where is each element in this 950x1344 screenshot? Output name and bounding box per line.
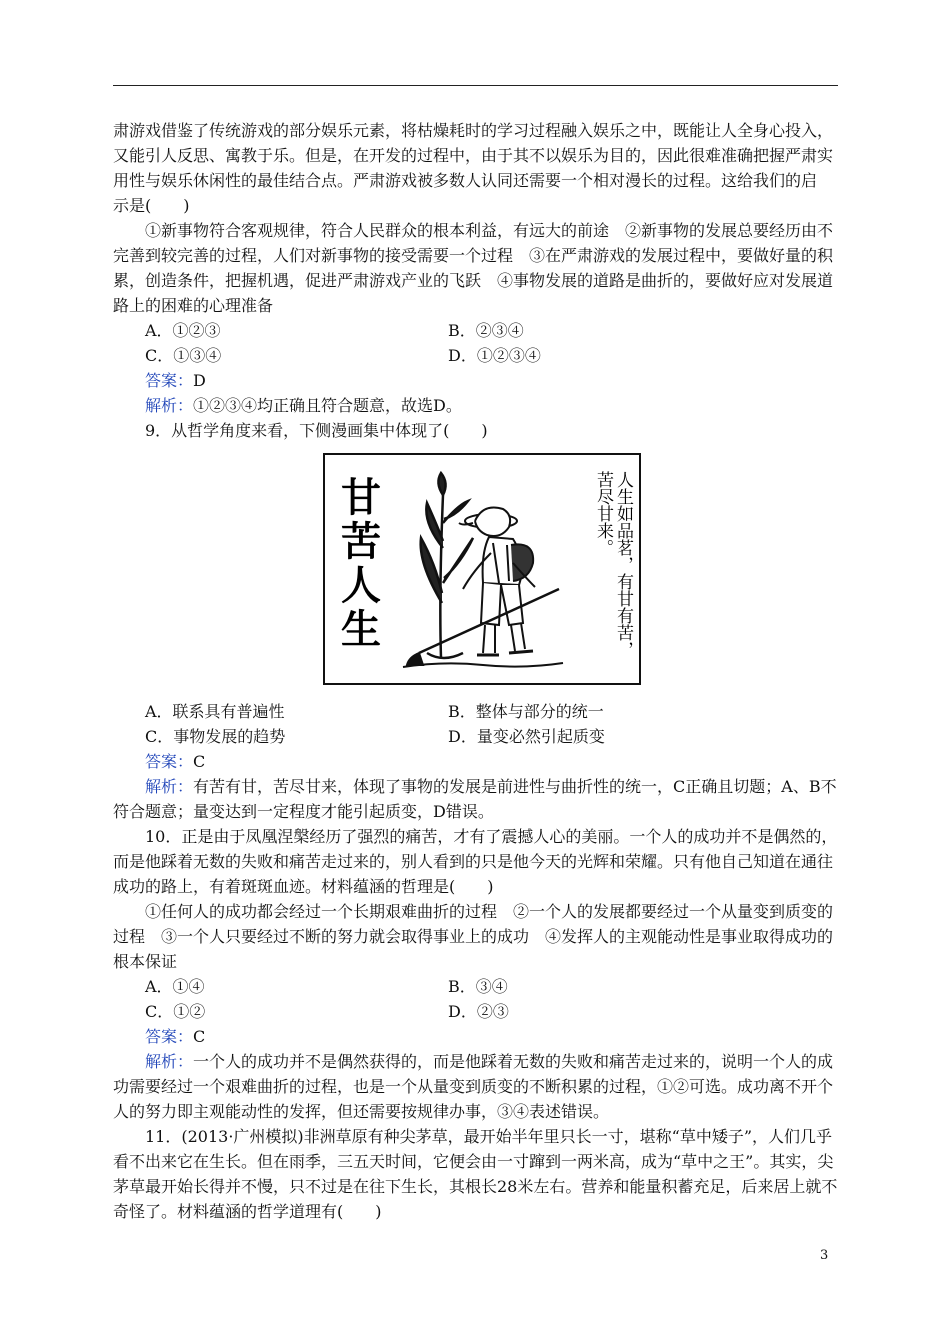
cartoon-caption-1: 人生如品茗，有甘有苦， bbox=[613, 471, 633, 658]
q10-analysis bbox=[113, 1049, 840, 1124]
q9-answer bbox=[113, 749, 840, 774]
q8-answer bbox=[113, 368, 840, 393]
cartoon-title-char: 生 bbox=[341, 607, 381, 653]
q8-option-a: A．①②③ bbox=[145, 321, 221, 340]
analysis-label: 解析： bbox=[145, 1052, 194, 1071]
q10-statements: ①任何人的成功都会经过一个长期艰难曲折的过程 ②一个人的发展都要经过一个从量变到质变的过程 ③一个人只要经过不断的努力就会取得事业上的成功 ④发挥人的主观能动性是事业取得成功的根本保证 bbox=[113, 902, 834, 971]
analysis-label: 解析： bbox=[145, 396, 194, 415]
answer-label: 答案： bbox=[145, 371, 194, 390]
analysis-text: ①②③④均正确且符合题意，故选D。 bbox=[193, 396, 462, 415]
q8-option-d: D．①②③④ bbox=[448, 346, 541, 365]
q10-option-a: A．①④ bbox=[145, 977, 205, 996]
q10-option-d: D．②③ bbox=[448, 1002, 509, 1021]
q10-options-row bbox=[113, 999, 840, 1024]
q9-option-b: B．整体与部分的统一 bbox=[448, 702, 604, 721]
answer-value: C bbox=[193, 1027, 206, 1046]
q9-options-row bbox=[113, 699, 840, 724]
q11-stem: 11．(2013·广州模拟)非洲草原有种尖茅草，最开始半年里只长一寸，堪称“草中矮子”，人们几乎看不出来它在生长。但在雨季，三五天时间，它便会由一寸蹿到一两米高，成为“草中之王”。其实，尖茅草最开始长得并不慢，只不过是在往下生长，其根长28米左右。营养和能量积蓄充足，后来居上就不奇怪了。材料蕴涵的哲学道理有( ) bbox=[113, 1127, 838, 1221]
q8-option-b: B．②③④ bbox=[448, 321, 524, 340]
q9-stem: 9．从哲学角度来看，下侧漫画集中体现了( ) bbox=[145, 421, 488, 440]
analysis-label: 解析： bbox=[145, 777, 194, 796]
q9-option-d: D．量变必然引起质变 bbox=[448, 727, 605, 746]
analysis-text: 有苦有甘，苦尽甘来，体现了事物的发展是前进性与曲折性的统一，C正确且切题；A、B不符合题意；量变达到一定程度才能引起质变，D错误。 bbox=[113, 777, 837, 821]
q10-options-row bbox=[113, 974, 840, 999]
cartoon-title-char: 甘 bbox=[341, 475, 381, 521]
analysis-text: 一个人的成功并不是偶然获得的，而是他踩着无数的失败和痛苦走过来的，说明一个人的成功需要经过一个艰难曲折的过程，也是一个从量变到质变的不断积累的过程，①②可选。成功离不开个人的努力即主观能动性的发挥，但还需要按规律办事，③④表述错误。 bbox=[113, 1052, 834, 1121]
answer-value: C bbox=[193, 752, 206, 771]
q9-option-a: A．联系具有普遍性 bbox=[145, 702, 285, 721]
q8-stem-line: 用性与娱乐休闲性的最佳结合点。严肃游戏被多数人认同还需要一个相对漫长的过程。这给我们的启 bbox=[113, 171, 818, 190]
q10-option-b: B．③④ bbox=[448, 977, 508, 996]
q8-stem-line: 又能引人反思、寓教于乐。但是，在开发的过程中，由于其不以娱乐为目的，因此很难准确把握严肃实 bbox=[113, 146, 834, 165]
q9-analysis bbox=[113, 774, 840, 824]
answer-label: 答案： bbox=[145, 1027, 194, 1046]
cartoon-title-char: 人 bbox=[341, 563, 381, 609]
q8-options-row bbox=[113, 318, 840, 343]
q10-option-c: C．①② bbox=[145, 1002, 206, 1021]
q8-statements: ①新事物符合客观规律，符合人民群众的根本利益，有远大的前途 ②新事物的发展总要经历由不完善到较完善的过程，人们对新事物的接受需要一个过程 ③在严肃游戏的发展过程中，要做好量的积累，创造条件，把握机遇，促进严肃游戏产业的飞跃 ④事物发展的道路是曲折的，要做好应对发展道路上的困难的心理准备 bbox=[113, 221, 834, 315]
header-rule bbox=[113, 85, 838, 86]
answer-value: D bbox=[193, 371, 206, 390]
q10-answer bbox=[113, 1024, 840, 1049]
page-number: 3 bbox=[820, 1248, 829, 1263]
answer-label: 答案： bbox=[145, 752, 194, 771]
cartoon-caption-2: 苦尽甘来。 bbox=[593, 471, 613, 556]
q9-options-row bbox=[113, 724, 840, 749]
q8-options-row bbox=[113, 343, 840, 368]
cartoon-image bbox=[323, 453, 641, 685]
q8-option-c: C．①③④ bbox=[145, 346, 222, 365]
page-content bbox=[113, 118, 840, 1224]
q8-stem-line: 肃游戏借鉴了传统游戏的部分娱乐元素，将枯燥耗时的学习过程融入娱乐之中，既能让人全身心投入， bbox=[113, 121, 834, 140]
q8-analysis bbox=[113, 393, 840, 418]
q8-stem-line: 示是( ) bbox=[113, 196, 190, 215]
q10-stem: 10．正是由于凤凰涅槃经历了强烈的痛苦，才有了震撼人心的美丽。一个人的成功并不是偶然的，而是他踩着无数的失败和痛苦走过来的，别人看到的只是他今天的光辉和荣耀。只有他自己知道在通往成功的路上，有着斑斑血迹。材料蕴涵的哲理是( ) bbox=[113, 827, 838, 896]
q9-option-c: C．事物发展的趋势 bbox=[145, 727, 286, 746]
cartoon-title-char: 苦 bbox=[341, 519, 381, 565]
